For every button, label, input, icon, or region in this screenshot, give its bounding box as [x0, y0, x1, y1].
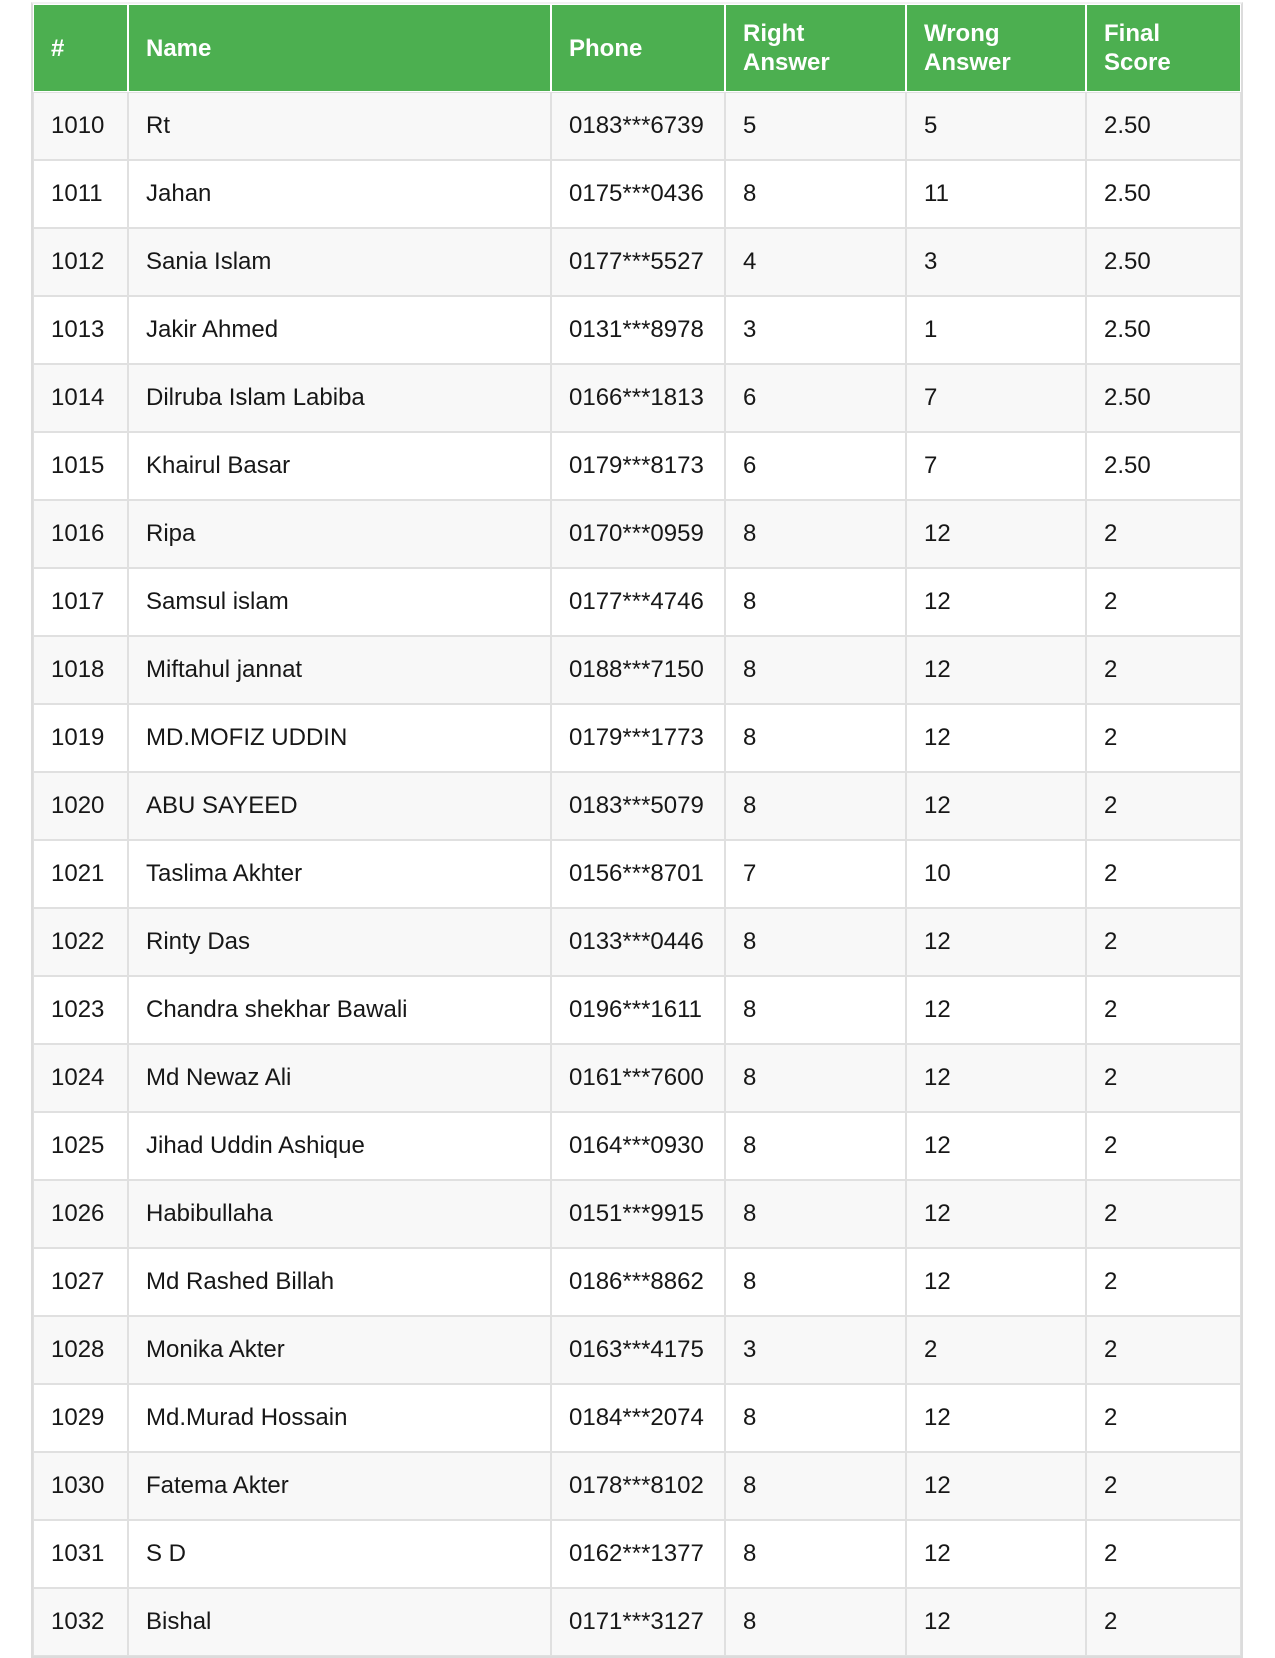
cell-final-score: 2 [1086, 1520, 1241, 1588]
cell-number: 1025 [33, 1112, 128, 1180]
cell-number: 1026 [33, 1180, 128, 1248]
table-row [33, 92, 1241, 160]
cell-right-answer: 8 [725, 1520, 906, 1588]
cell-wrong-answer: 12 [906, 636, 1086, 704]
cell-final-score: 2 [1086, 772, 1241, 840]
header-row [33, 4, 1241, 92]
cell-wrong-answer: 3 [906, 228, 1086, 296]
cell-name: Rt [128, 92, 551, 160]
cell-final-score: 2 [1086, 704, 1241, 772]
cell-name: Ripa [128, 500, 551, 568]
cell-number: 1018 [33, 636, 128, 704]
cell-final-score: 2 [1086, 568, 1241, 636]
cell-right-answer: 8 [725, 772, 906, 840]
table-row [33, 772, 1241, 840]
cell-right-answer: 8 [725, 1112, 906, 1180]
column-header-name: Name [128, 4, 551, 92]
cell-phone: 0178***8102 [551, 1452, 725, 1520]
cell-phone: 0166***1813 [551, 364, 725, 432]
cell-number: 1019 [33, 704, 128, 772]
cell-number: 1017 [33, 568, 128, 636]
cell-number: 1013 [33, 296, 128, 364]
cell-phone: 0162***1377 [551, 1520, 725, 1588]
cell-phone: 0164***0930 [551, 1112, 725, 1180]
cell-final-score: 2 [1086, 1180, 1241, 1248]
cell-right-answer: 7 [725, 840, 906, 908]
cell-right-answer: 8 [725, 1452, 906, 1520]
cell-name: MD.MOFIZ UDDIN [128, 704, 551, 772]
cell-number: 1023 [33, 976, 128, 1044]
table-row [33, 432, 1241, 500]
cell-wrong-answer: 11 [906, 160, 1086, 228]
cell-phone: 0196***1611 [551, 976, 725, 1044]
cell-wrong-answer: 10 [906, 840, 1086, 908]
cell-wrong-answer: 12 [906, 976, 1086, 1044]
cell-wrong-answer: 7 [906, 364, 1086, 432]
cell-number: 1012 [33, 228, 128, 296]
cell-right-answer: 8 [725, 704, 906, 772]
cell-wrong-answer: 12 [906, 568, 1086, 636]
table-row [33, 1112, 1241, 1180]
cell-wrong-answer: 2 [906, 1316, 1086, 1384]
cell-number: 1014 [33, 364, 128, 432]
cell-wrong-answer: 12 [906, 1588, 1086, 1656]
cell-final-score: 2.50 [1086, 364, 1241, 432]
cell-number: 1028 [33, 1316, 128, 1384]
table-row [33, 364, 1241, 432]
cell-right-answer: 8 [725, 1588, 906, 1656]
cell-right-answer: 8 [725, 976, 906, 1044]
cell-final-score: 2 [1086, 1384, 1241, 1452]
cell-name: ABU SAYEED [128, 772, 551, 840]
cell-right-answer: 8 [725, 1044, 906, 1112]
cell-name: Dilruba Islam Labiba [128, 364, 551, 432]
table-row [33, 1180, 1241, 1248]
cell-wrong-answer: 12 [906, 500, 1086, 568]
cell-right-answer: 8 [725, 636, 906, 704]
cell-right-answer: 8 [725, 908, 906, 976]
column-header-wrong-answer: Wrong Answer [906, 4, 1086, 92]
table-row [33, 1316, 1241, 1384]
cell-final-score: 2 [1086, 500, 1241, 568]
cell-name: Taslima Akhter [128, 840, 551, 908]
cell-final-score: 2 [1086, 636, 1241, 704]
cell-wrong-answer: 12 [906, 1520, 1086, 1588]
table-header [33, 4, 1241, 92]
cell-phone: 0131***8978 [551, 296, 725, 364]
cell-wrong-answer: 12 [906, 1248, 1086, 1316]
cell-final-score: 2 [1086, 976, 1241, 1044]
cell-wrong-answer: 7 [906, 432, 1086, 500]
cell-phone: 0177***5527 [551, 228, 725, 296]
cell-wrong-answer: 12 [906, 1384, 1086, 1452]
cell-phone: 0188***7150 [551, 636, 725, 704]
table-row [33, 1452, 1241, 1520]
cell-phone: 0161***7600 [551, 1044, 725, 1112]
table-row [33, 228, 1241, 296]
table-row [33, 1248, 1241, 1316]
cell-name: S D [128, 1520, 551, 1588]
results-table [33, 4, 1241, 1656]
cell-name: Khairul Basar [128, 432, 551, 500]
cell-name: Fatema Akter [128, 1452, 551, 1520]
cell-right-answer: 8 [725, 1384, 906, 1452]
cell-right-answer: 8 [725, 568, 906, 636]
cell-final-score: 2.50 [1086, 296, 1241, 364]
cell-final-score: 2.50 [1086, 160, 1241, 228]
cell-name: Md Rashed Billah [128, 1248, 551, 1316]
cell-wrong-answer: 12 [906, 1180, 1086, 1248]
cell-number: 1021 [33, 840, 128, 908]
cell-final-score: 2.50 [1086, 432, 1241, 500]
cell-right-answer: 8 [725, 500, 906, 568]
cell-name: Jakir Ahmed [128, 296, 551, 364]
table-row [33, 704, 1241, 772]
cell-wrong-answer: 12 [906, 704, 1086, 772]
table-row [33, 636, 1241, 704]
cell-final-score: 2 [1086, 908, 1241, 976]
table-row [33, 976, 1241, 1044]
cell-number: 1030 [33, 1452, 128, 1520]
table-row [33, 160, 1241, 228]
cell-name: Rinty Das [128, 908, 551, 976]
cell-phone: 0179***8173 [551, 432, 725, 500]
cell-final-score: 2 [1086, 1316, 1241, 1384]
cell-phone: 0156***8701 [551, 840, 725, 908]
cell-final-score: 2.50 [1086, 92, 1241, 160]
cell-number: 1022 [33, 908, 128, 976]
cell-name: Sania Islam [128, 228, 551, 296]
cell-name: Md.Murad Hossain [128, 1384, 551, 1452]
cell-phone: 0177***4746 [551, 568, 725, 636]
cell-final-score: 2 [1086, 840, 1241, 908]
table-row [33, 296, 1241, 364]
cell-right-answer: 5 [725, 92, 906, 160]
table-row [33, 1044, 1241, 1112]
cell-right-answer: 3 [725, 1316, 906, 1384]
cell-right-answer: 8 [725, 1248, 906, 1316]
results-table-container [31, 2, 1243, 1658]
cell-phone: 0133***0446 [551, 908, 725, 976]
cell-wrong-answer: 12 [906, 1452, 1086, 1520]
cell-phone: 0184***2074 [551, 1384, 725, 1452]
cell-wrong-answer: 1 [906, 296, 1086, 364]
cell-number: 1015 [33, 432, 128, 500]
cell-final-score: 2 [1086, 1588, 1241, 1656]
table-row [33, 1520, 1241, 1588]
cell-phone: 0179***1773 [551, 704, 725, 772]
cell-wrong-answer: 5 [906, 92, 1086, 160]
table-row [33, 500, 1241, 568]
cell-phone: 0163***4175 [551, 1316, 725, 1384]
cell-wrong-answer: 12 [906, 1044, 1086, 1112]
cell-name: Md Newaz Ali [128, 1044, 551, 1112]
column-header-right-answer: Right Answer [725, 4, 906, 92]
cell-name: Miftahul jannat [128, 636, 551, 704]
cell-name: Jahan [128, 160, 551, 228]
cell-number: 1016 [33, 500, 128, 568]
cell-wrong-answer: 12 [906, 772, 1086, 840]
cell-phone: 0183***5079 [551, 772, 725, 840]
cell-right-answer: 3 [725, 296, 906, 364]
cell-phone: 0170***0959 [551, 500, 725, 568]
cell-number: 1024 [33, 1044, 128, 1112]
cell-right-answer: 8 [725, 160, 906, 228]
cell-final-score: 2.50 [1086, 228, 1241, 296]
column-header-number: # [33, 4, 128, 92]
cell-final-score: 2 [1086, 1452, 1241, 1520]
table-body [33, 92, 1241, 1656]
cell-number: 1032 [33, 1588, 128, 1656]
cell-phone: 0186***8862 [551, 1248, 725, 1316]
cell-number: 1010 [33, 92, 128, 160]
cell-number: 1011 [33, 160, 128, 228]
table-row [33, 1588, 1241, 1656]
cell-phone: 0175***0436 [551, 160, 725, 228]
cell-name: Jihad Uddin Ashique [128, 1112, 551, 1180]
cell-name: Bishal [128, 1588, 551, 1656]
cell-phone: 0151***9915 [551, 1180, 725, 1248]
cell-right-answer: 6 [725, 432, 906, 500]
cell-name: Habibullaha [128, 1180, 551, 1248]
table-row [33, 908, 1241, 976]
cell-phone: 0171***3127 [551, 1588, 725, 1656]
column-header-phone: Phone [551, 4, 725, 92]
cell-number: 1027 [33, 1248, 128, 1316]
cell-right-answer: 4 [725, 228, 906, 296]
cell-final-score: 2 [1086, 1112, 1241, 1180]
column-header-final-score: Final Score [1086, 4, 1241, 92]
cell-final-score: 2 [1086, 1044, 1241, 1112]
cell-final-score: 2 [1086, 1248, 1241, 1316]
cell-name: Monika Akter [128, 1316, 551, 1384]
table-row [33, 568, 1241, 636]
cell-phone: 0183***6739 [551, 92, 725, 160]
cell-name: Samsul islam [128, 568, 551, 636]
table-row [33, 1384, 1241, 1452]
cell-right-answer: 6 [725, 364, 906, 432]
cell-number: 1029 [33, 1384, 128, 1452]
cell-name: Chandra shekhar Bawali [128, 976, 551, 1044]
cell-wrong-answer: 12 [906, 908, 1086, 976]
cell-number: 1031 [33, 1520, 128, 1588]
cell-wrong-answer: 12 [906, 1112, 1086, 1180]
cell-number: 1020 [33, 772, 128, 840]
cell-right-answer: 8 [725, 1180, 906, 1248]
table-row [33, 840, 1241, 908]
